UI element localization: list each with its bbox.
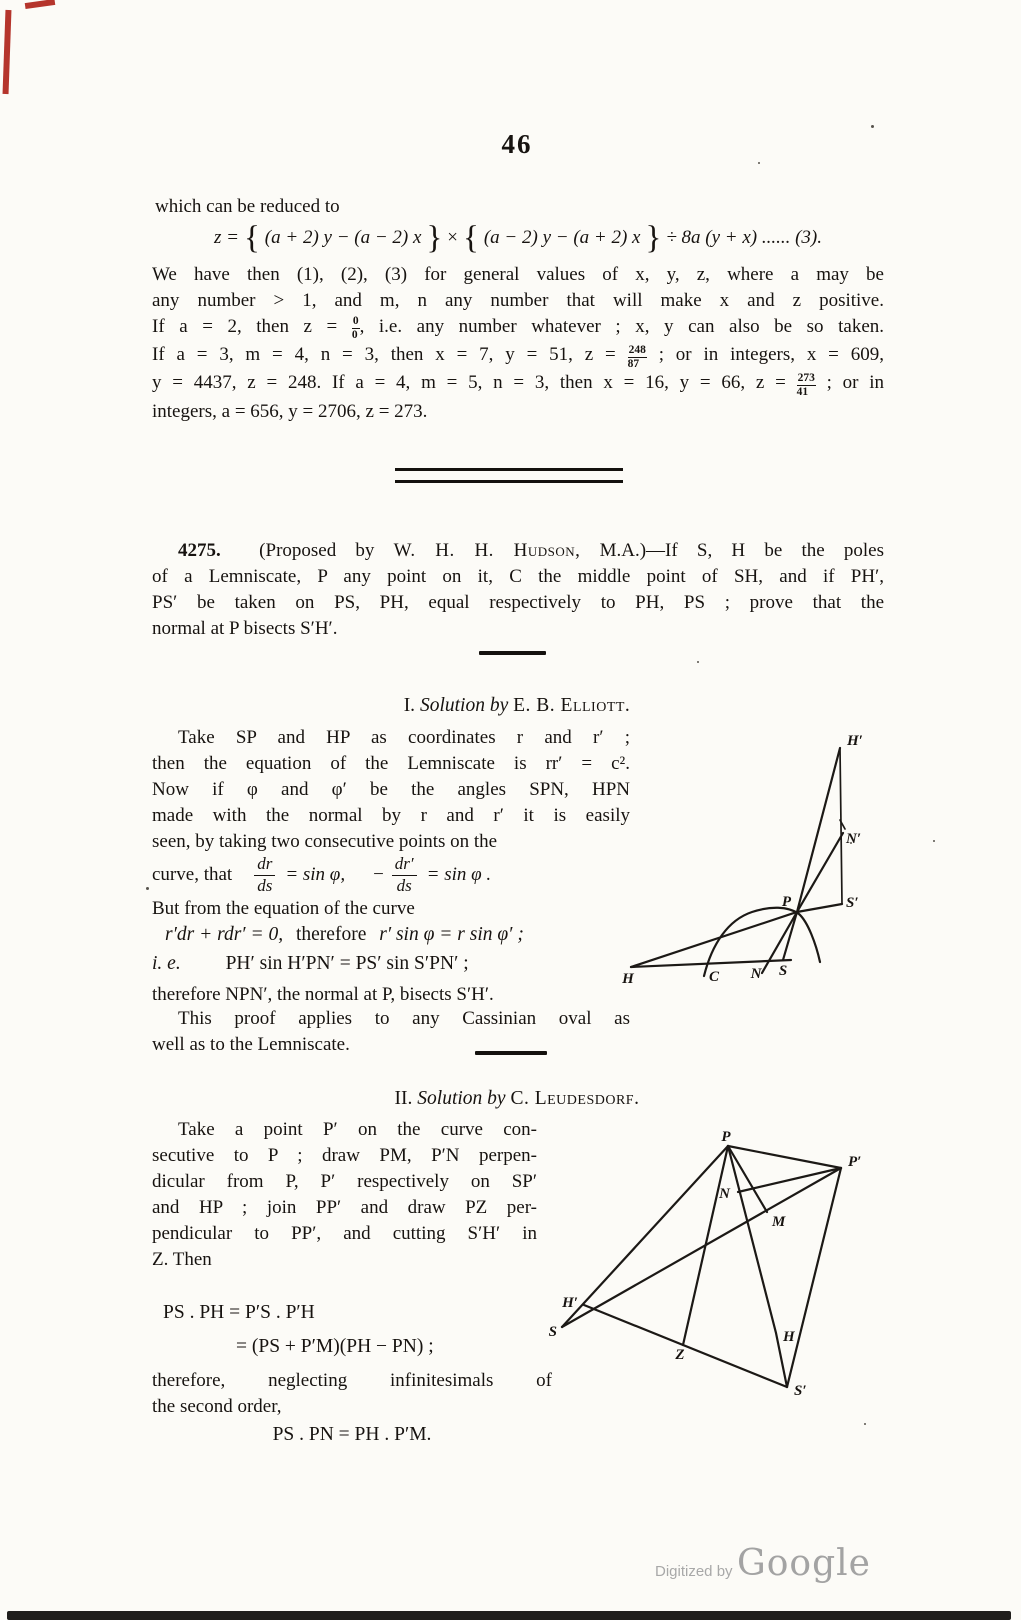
line-h-p-sprime bbox=[631, 904, 842, 967]
line-p-pprime bbox=[728, 1146, 841, 1168]
point-label-s: S bbox=[778, 963, 788, 979]
scan-speck bbox=[871, 125, 874, 128]
text-line: pendicular to PP′, and cutting S′H′ in bbox=[152, 1223, 537, 1244]
point-label-n: N bbox=[750, 966, 762, 982]
point-label-h: H bbox=[783, 1329, 795, 1345]
solution2-equation-2: = (PS + P′M)(PH − PN) ; bbox=[236, 1336, 434, 1357]
point-label-p: P bbox=[781, 894, 791, 910]
google-watermark: Google bbox=[737, 1543, 871, 1584]
text-line: This proof applies to any Cassinian oval as bbox=[178, 1008, 630, 1029]
fraction-denominator: ds bbox=[396, 876, 412, 896]
solution1-line: therefore NPN′, the normal at P, bisects S′H′. bbox=[152, 984, 494, 1005]
solution1-heading bbox=[152, 695, 882, 717]
red-scan-mark-tick bbox=[25, 0, 56, 9]
fraction-273-41 bbox=[797, 372, 816, 399]
solution1-equation-b bbox=[152, 953, 630, 975]
proposer-name: W. H. H. Hudson, bbox=[393, 540, 581, 561]
heading-author: E. B. Elliott. bbox=[513, 695, 631, 716]
fraction-numerator: 0 bbox=[352, 315, 359, 328]
text-line: then the equation of the Lemniscate is rr′ = c². bbox=[152, 753, 630, 774]
lemniscate-arc bbox=[704, 908, 820, 976]
text-line: dicular from P, P′ respectively on SP′ bbox=[152, 1171, 537, 1192]
line-p-m bbox=[728, 1146, 767, 1212]
solution1-equation-a bbox=[165, 924, 630, 946]
point-label-s: S bbox=[548, 1324, 557, 1340]
fraction-numerator: 248 bbox=[628, 343, 646, 356]
solution1-closing-paragraph bbox=[152, 1006, 630, 1058]
text-run: M.A.)—If S, H be the poles bbox=[580, 540, 885, 561]
line-p-s bbox=[562, 1146, 728, 1327]
eq3-part2: (a − 2) y − (a + 2) x bbox=[483, 226, 641, 248]
text-run: curve, that bbox=[152, 864, 233, 886]
point-label-h-prime: H′ bbox=[562, 1295, 578, 1311]
fraction-numerator: dr′ bbox=[392, 854, 417, 876]
minus-sign: − bbox=[373, 864, 384, 886]
scan-speck bbox=[933, 840, 935, 842]
text-line: the second order, bbox=[152, 1396, 282, 1417]
math-run: r′dr + rdr′ = 0, bbox=[165, 924, 284, 945]
line-pprime-s bbox=[562, 1168, 841, 1327]
fraction-drprime-ds bbox=[392, 854, 417, 896]
solution1-derivative-equation bbox=[152, 854, 630, 896]
heading-numeral: II. bbox=[394, 1088, 413, 1109]
heading-label: Solution by bbox=[419, 695, 509, 716]
fraction-248-87 bbox=[628, 344, 647, 371]
text-run: , i.e. any number whatever ; x, y can also be so taken. bbox=[359, 316, 884, 337]
text-run: If a = 2, then z = bbox=[152, 316, 338, 337]
intro-lead: which can be reduced to bbox=[155, 196, 340, 217]
solution2-line-paragraph bbox=[152, 1368, 552, 1420]
scan-speck bbox=[697, 661, 699, 663]
point-label-n: N bbox=[719, 1186, 730, 1202]
text-line: secutive to P ; draw PM, P′N perpen- bbox=[152, 1145, 537, 1166]
point-label-m: M bbox=[772, 1214, 786, 1230]
solution1-line: But from the equation of the curve bbox=[152, 898, 415, 919]
text-run: y = 4437, z = 248. If a = 4, m = 5, n = 3, then x = 16, y = 66, z = bbox=[152, 372, 786, 394]
heading-label: Solution by bbox=[417, 1088, 506, 1109]
text-run: (Proposed by bbox=[259, 540, 394, 561]
fraction-denominator: 0 bbox=[351, 329, 358, 342]
text-line: and HP ; join PP′ and draw PZ per- bbox=[152, 1197, 537, 1218]
fraction-numerator: dr bbox=[254, 854, 275, 876]
right-brace: } bbox=[426, 220, 443, 256]
text-line: Z. Then bbox=[152, 1249, 212, 1270]
left-brace: { bbox=[243, 220, 260, 256]
text-line: of a Lemniscate, P any point on it, C the middle point of SH, and if PH′, bbox=[152, 566, 884, 587]
fraction-denominator: ds bbox=[257, 876, 273, 896]
point-label-z: Z bbox=[675, 1347, 685, 1363]
scan-bottom-edge bbox=[7, 1611, 1011, 1620]
eq3-tail: ÷ 8a (y + x) ...... (3). bbox=[666, 226, 823, 248]
eq3-part1: (a + 2) y − (a − 2) x bbox=[264, 226, 422, 248]
text-line: PS′ be taken on PS, PH, equal respectively to PH, PS ; prove that the bbox=[152, 592, 884, 613]
scan-speck bbox=[146, 887, 149, 890]
text-line bbox=[152, 314, 884, 342]
point-label-s-prime: S′ bbox=[794, 1383, 807, 1399]
text-line: normal at P bisects S′H′. bbox=[152, 618, 338, 639]
equation-3 bbox=[152, 221, 884, 254]
line-hprime-z-sprime bbox=[584, 1305, 787, 1387]
point-label-c: C bbox=[708, 969, 720, 985]
fraction-numerator: 273 bbox=[797, 371, 815, 384]
point-label-p-prime: P′ bbox=[848, 1154, 862, 1170]
eq3-lhs: z = bbox=[213, 226, 239, 248]
text-line: made with the normal by r and r′ it is easily bbox=[152, 805, 630, 826]
text-line: therefore, neglecting infinitesimals of bbox=[152, 1370, 552, 1391]
fraction-denominator: 41 bbox=[796, 385, 809, 398]
text-line: Take a point P′ on the curve con- bbox=[178, 1119, 537, 1140]
consecutive-points-figure bbox=[535, 1125, 925, 1410]
math-run: r′ sin φ = r sin φ′ ; bbox=[379, 924, 524, 945]
text-run: therefore bbox=[295, 924, 367, 945]
text-line bbox=[152, 342, 884, 370]
solution2-heading bbox=[152, 1088, 882, 1110]
digitized-by-label: Digitized by bbox=[655, 1563, 733, 1580]
heading-author: C. Leudesdorf. bbox=[510, 1088, 640, 1109]
line-pprime-sprime bbox=[787, 1168, 841, 1387]
text-run: i. e. bbox=[152, 953, 181, 974]
point-label-p: P bbox=[721, 1129, 731, 1145]
left-brace: { bbox=[463, 220, 479, 256]
text-line: Now if φ and φ′ be the angles SPN, HPN bbox=[152, 779, 630, 800]
right-brace: } bbox=[645, 220, 662, 256]
point-label-h: H bbox=[622, 971, 634, 987]
math-run: = sin φ . bbox=[426, 864, 492, 886]
problem-number: 4275. bbox=[178, 540, 221, 561]
text-run: ; or in integers, x = 609, bbox=[646, 344, 884, 366]
point-label-n-prime: N′ bbox=[846, 831, 862, 847]
math-run: = sin φ, bbox=[285, 864, 346, 886]
text-line: seen, by taking two consecutive points on the bbox=[152, 831, 498, 852]
line-pprime-n bbox=[738, 1168, 841, 1192]
text-run: ; or in bbox=[815, 372, 884, 394]
solution2-equation-3: PS . PN = PH . P′M. bbox=[272, 1424, 432, 1445]
scan-speck bbox=[864, 1423, 866, 1425]
heading-numeral: I. bbox=[403, 695, 416, 716]
section-divider-double-rule bbox=[395, 468, 623, 483]
solution1-paragraph bbox=[152, 725, 630, 855]
normal-n-p-nprime bbox=[762, 833, 843, 973]
text-line: We have then (1), (2), (3) for general values of x, y, z, where a may be bbox=[152, 264, 884, 285]
text-run: If a = 3, m = 4, n = 3, then x = 7, y = 51, z = bbox=[152, 344, 616, 366]
text-line: well as to the Lemniscate. bbox=[152, 1034, 350, 1055]
text-line bbox=[152, 370, 884, 398]
text-line: integers, a = 656, y = 2706, z = 273. bbox=[152, 400, 428, 422]
divider-rule bbox=[475, 1051, 547, 1055]
text-line bbox=[152, 538, 884, 564]
fraction-dr-ds bbox=[254, 854, 275, 896]
line-hprime-sprime bbox=[840, 748, 842, 904]
text-line: Take SP and HP as coordinates r and r′ ; bbox=[178, 727, 630, 748]
text-line: any number > 1, and m, n any number that will make x and z positive. bbox=[152, 290, 884, 311]
divider-rule bbox=[479, 651, 546, 655]
eq3-times: × bbox=[447, 226, 458, 248]
point-label-s-prime: S′ bbox=[846, 895, 859, 911]
intro-paragraph bbox=[152, 262, 884, 425]
point-label-h-prime: H′ bbox=[847, 733, 863, 749]
solution2-paragraph bbox=[152, 1117, 537, 1273]
page-number: 46 bbox=[501, 129, 533, 159]
fraction-denominator: 87 bbox=[627, 357, 640, 370]
solution2-equation-1: PS . PH = P′S . P′H bbox=[163, 1302, 315, 1323]
scan-speck bbox=[758, 162, 760, 164]
math-run: PH′ sin H′PN′ = PS′ sin S′PN′ ; bbox=[225, 953, 469, 974]
problem-statement bbox=[152, 538, 884, 642]
lemniscate-normal-figure bbox=[595, 715, 895, 1000]
red-scan-mark-vertical bbox=[3, 10, 12, 94]
fraction-0-0 bbox=[352, 315, 360, 342]
